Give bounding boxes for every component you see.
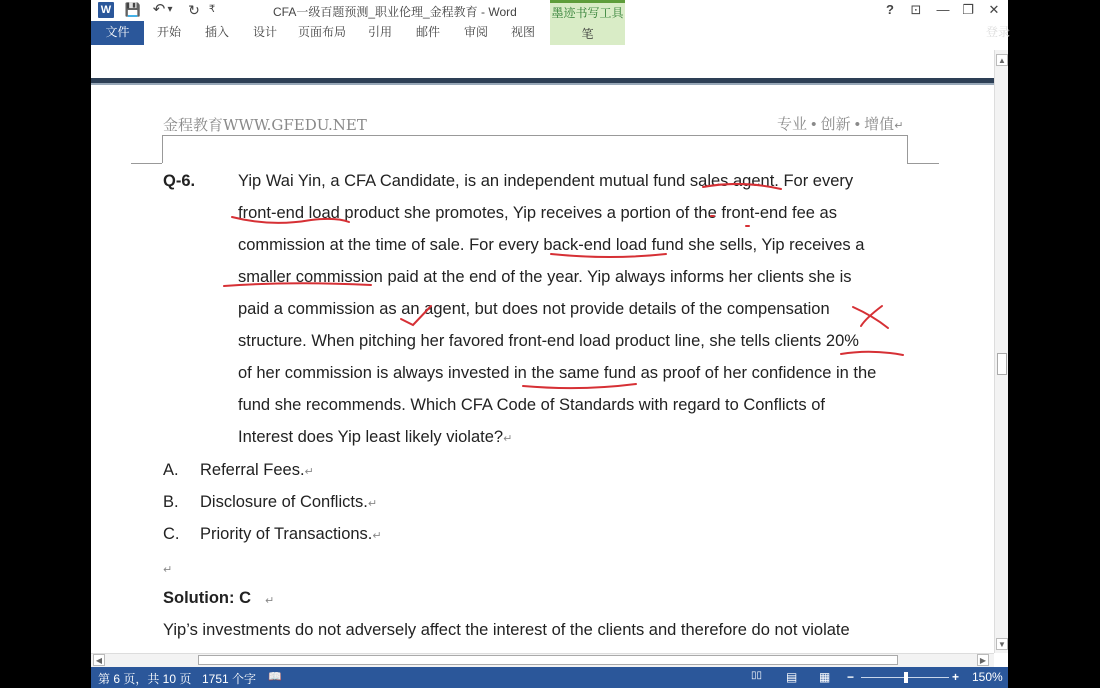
save-icon[interactable]: 💾 bbox=[124, 2, 142, 17]
close-button[interactable]: ✕ bbox=[988, 2, 1000, 17]
ink-underline-20-percent bbox=[841, 352, 903, 355]
word-app-icon[interactable]: W bbox=[98, 2, 114, 18]
redo-icon[interactable]: ↻ bbox=[188, 2, 200, 18]
option-a-letter: A. bbox=[163, 461, 179, 479]
scroll-down-button[interactable]: ▼ bbox=[996, 638, 1008, 650]
tab-insert[interactable]: 插入 bbox=[204, 25, 229, 39]
status-bar bbox=[91, 667, 1008, 688]
option-a bbox=[200, 461, 314, 480]
page-header-right bbox=[777, 113, 903, 134]
ink-underline-same-fund bbox=[523, 384, 636, 388]
window-title: CFA一级百题预测_职业伦理_金程教育 - Word bbox=[273, 5, 517, 19]
horizontal-scrollbar[interactable] bbox=[91, 653, 994, 667]
scroll-right-button[interactable]: ▶ bbox=[977, 654, 989, 666]
solution-label: Solution: C bbox=[163, 589, 251, 607]
web-layout-icon[interactable]: ▦ bbox=[819, 670, 831, 684]
tab-file[interactable]: 文件 bbox=[91, 21, 144, 45]
customize-quick-access-icon[interactable]: ₹ bbox=[208, 4, 216, 15]
sign-in-link[interactable]: 登录 bbox=[986, 25, 1011, 39]
read-mode-icon[interactable]: ▯▯ bbox=[751, 670, 763, 681]
zoom-out-button[interactable]: − bbox=[847, 670, 855, 684]
paragraph-mark: ↵ bbox=[503, 433, 513, 445]
empty-paragraph-mark: ↵ bbox=[163, 564, 173, 576]
tab-design[interactable]: 设计 bbox=[252, 25, 277, 39]
solution-text: Yip’s investments do not adversely affect the interest of the clients and therefore do not violate bbox=[163, 621, 850, 639]
zoom-in-button[interactable]: + bbox=[952, 670, 960, 684]
paragraph-mark: ↵ bbox=[304, 466, 314, 478]
ink-cross bbox=[853, 306, 888, 328]
option-c-text: Priority of Transactions. bbox=[200, 525, 373, 543]
tab-pen[interactable]: 笔 bbox=[581, 27, 594, 41]
tab-references[interactable]: 引用 bbox=[367, 25, 392, 39]
tab-page-layout[interactable]: 页面布局 bbox=[297, 25, 346, 39]
vertical-scroll-thumb[interactable] bbox=[997, 353, 1007, 375]
option-b bbox=[200, 493, 377, 512]
ink-tools-group-title: 墨迹书写工具 bbox=[551, 6, 624, 20]
paragraph-mark: ↵ bbox=[265, 595, 275, 607]
question-line: paid a commission as an agent, but does not provide details of the compensation bbox=[238, 300, 830, 318]
page-header-left: 金程教育WWW.GFEDU.NET bbox=[163, 116, 367, 134]
option-c bbox=[200, 525, 382, 544]
scroll-left-button[interactable]: ◀ bbox=[93, 654, 105, 666]
option-b-text: Disclosure of Conflicts. bbox=[200, 493, 368, 511]
print-layout-icon[interactable]: ▤ bbox=[786, 670, 798, 684]
question-line: smaller commission paid at the end of the year. Yip always informs her clients she is bbox=[238, 268, 852, 286]
proofing-icon[interactable]: 📖 bbox=[268, 671, 282, 683]
vertical-scrollbar[interactable] bbox=[994, 50, 1008, 653]
ribbon-collapsed-separator bbox=[91, 78, 994, 85]
question-line: Yip Wai Yin, a CFA Candidate, is an independent mutual fund sales agent. For every bbox=[238, 172, 854, 190]
question-line: structure. When pitching her favored front-end load product line, she tells clients 20% bbox=[238, 332, 859, 350]
ink-tools-group bbox=[550, 0, 625, 45]
horizontal-scroll-thumb[interactable] bbox=[198, 655, 898, 665]
zoom-level[interactable]: 150% bbox=[972, 670, 1003, 684]
ribbon-tabs bbox=[91, 21, 550, 45]
scroll-up-button[interactable]: ▲ bbox=[996, 54, 1008, 66]
question-line: front-end load product she promotes, Yip receives a portion of the front-end fee as bbox=[238, 204, 837, 222]
question-line: of her commission is always invested in the same fund as proof of her confidence in the bbox=[238, 364, 877, 382]
paragraph-mark: ↵ bbox=[894, 120, 904, 132]
paragraph-mark: ↵ bbox=[372, 530, 382, 542]
margin-mark-right bbox=[907, 135, 908, 163]
option-a-text: Referral Fees. bbox=[200, 461, 305, 479]
option-c-letter: C. bbox=[163, 525, 180, 543]
restore-button[interactable]: ❐ bbox=[962, 2, 974, 17]
question-line: commission at the time of sale. For every back-end load fund she sells, Yip receives a bbox=[238, 236, 865, 254]
question-label: Q-6. bbox=[163, 172, 196, 190]
document-page[interactable] bbox=[91, 87, 994, 653]
tab-mailings[interactable]: 邮件 bbox=[415, 25, 440, 39]
minimize-button[interactable]: — bbox=[936, 2, 950, 17]
word-count[interactable]: 1751 个字 bbox=[202, 672, 257, 686]
question-line bbox=[238, 428, 512, 447]
margin-mark-left bbox=[162, 135, 163, 163]
word-window bbox=[91, 0, 1011, 688]
question-line: fund she recommends. Which CFA Code of Standards with regard to Conflicts of bbox=[238, 396, 825, 414]
tab-review[interactable]: 审阅 bbox=[463, 25, 488, 39]
undo-icon[interactable]: ↶ bbox=[152, 1, 166, 18]
page-indicator[interactable]: 第 6 页，共 10 页 bbox=[98, 672, 192, 686]
tab-view[interactable]: 视图 bbox=[510, 25, 535, 39]
ribbon-display-options-icon[interactable]: ⊡ bbox=[910, 2, 922, 17]
header-right-text: 专业 • 创新 • 增值 bbox=[777, 116, 895, 133]
zoom-slider-thumb[interactable] bbox=[904, 672, 908, 683]
undo-dropdown-icon[interactable]: ▾ bbox=[167, 4, 173, 15]
option-b-letter: B. bbox=[163, 493, 179, 511]
tab-home[interactable]: 开始 bbox=[156, 25, 181, 39]
header-rule bbox=[162, 135, 908, 136]
help-icon[interactable]: ? bbox=[886, 2, 894, 17]
ink-tools-accent-bar bbox=[550, 0, 625, 3]
paragraph-mark: ↵ bbox=[367, 498, 378, 510]
question-line-text: Interest does Yip least likely violate? bbox=[238, 428, 504, 446]
margin-mark-right-h bbox=[907, 163, 939, 164]
margin-mark-left-h bbox=[131, 163, 162, 164]
